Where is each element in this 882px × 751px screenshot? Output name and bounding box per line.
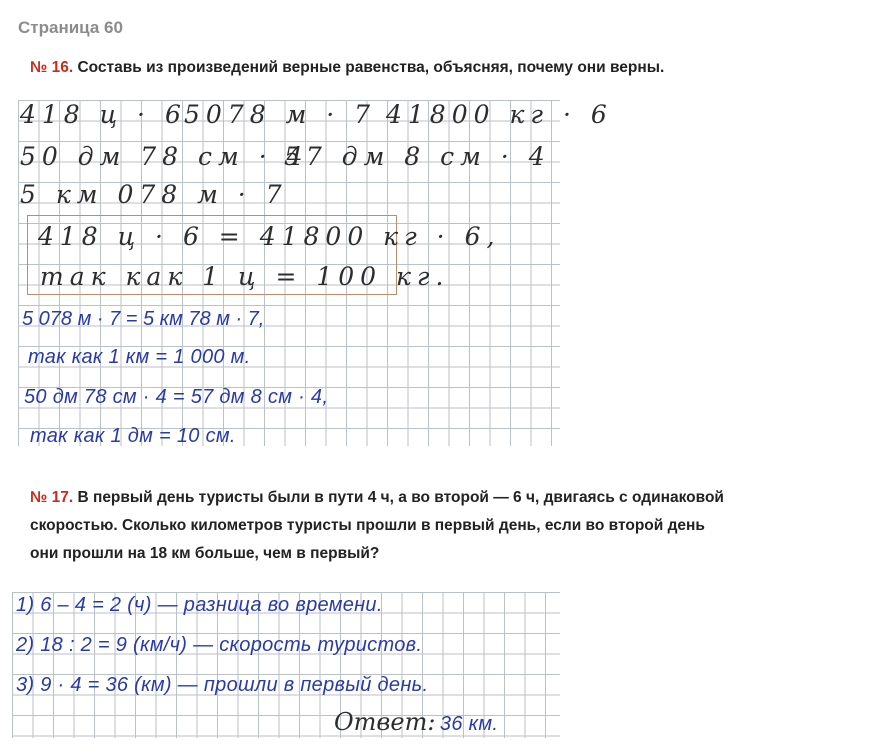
solution-step-2: 2) 18 : 2 = 9 (км/ч) — скорость туристов. — [16, 634, 423, 656]
given-expr-6: 5 км 078 м · 7 — [20, 180, 288, 209]
task16-statement — [30, 54, 664, 82]
boxed-example-line-2: так как 1 ц = 100 кг. — [40, 262, 450, 291]
task17-number: № 17. — [30, 489, 74, 506]
given-expr-4: 50 дм 78 см · 4 — [20, 142, 309, 171]
task16-number: № 16. — [30, 59, 74, 76]
answer-line-2: так как 1 км = 1 000 м. — [28, 346, 251, 368]
task17-text-line-2: скоростью. Сколько километров туристы прошли в первый день, если во второй день — [30, 517, 705, 534]
task16-text: Составь из произведений верные равенства, объясняя, почему они верны. — [77, 59, 665, 76]
answer-line-3: 50 дм 78 см · 4 = 57 дм 8 см · 4, — [24, 386, 329, 408]
task17-statement — [30, 484, 724, 568]
page-header: Страница 60 — [18, 18, 123, 37]
solution-step-3: 3) 9 · 4 = 36 (км) — прошли в первый день. — [16, 674, 429, 696]
given-expr-5: 57 дм 8 см · 4 — [284, 142, 551, 171]
task17-text-line-3: они прошли на 18 км больше, чем в первый? — [30, 545, 380, 562]
given-expr-1: 418 ц · 6 — [20, 100, 187, 129]
given-expr-3: 41800 кг · 6 — [386, 100, 613, 129]
answer-label: Ответ: — [334, 708, 436, 736]
answer-line-1: 5 078 м · 7 = 5 км 78 м · 7, — [22, 308, 265, 330]
given-expr-2: 5078 м · 7 — [184, 100, 377, 129]
answer-line-4: так как 1 дм = 10 см. — [30, 425, 236, 447]
final-answer — [334, 708, 498, 736]
boxed-example-line-1: 418 ц · 6 = 41800 кг · 6, — [38, 222, 501, 251]
task17-text-line-1: В первый день туристы были в пути 4 ч, а во второй — 6 ч, двигаясь с одинаковой — [77, 489, 724, 506]
solution-step-1: 1) 6 – 4 = 2 (ч) — разница во времени. — [16, 594, 383, 616]
answer-value: 36 км. — [439, 713, 499, 735]
